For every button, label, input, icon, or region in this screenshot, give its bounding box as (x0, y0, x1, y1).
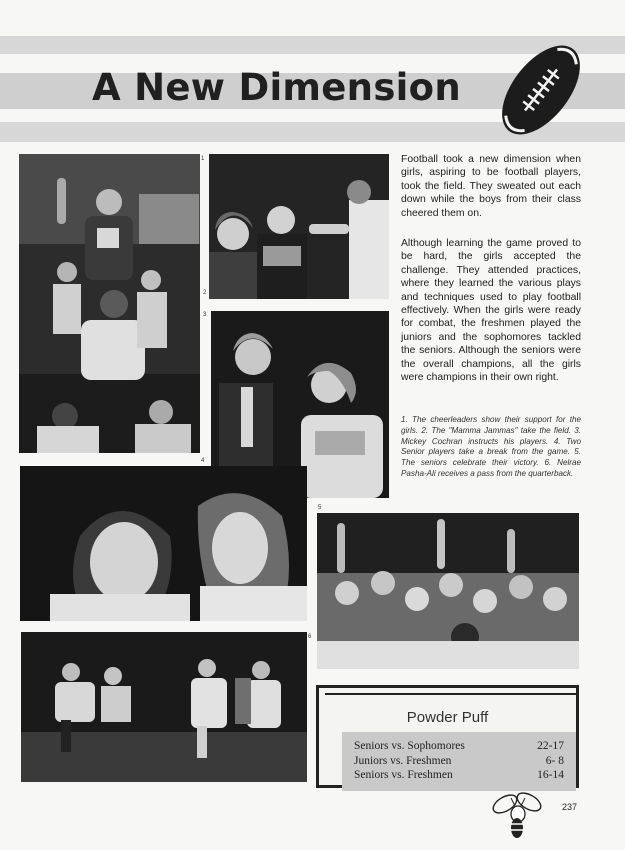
photo-captions: 1. The cheerleaders show their support for the girls. 2. The "Mamma Jammas" take the field. 3. Mickey Cochran instructs his players. 4. Two Senior players take a break from the game. 5. The seniors celebrate their victory. 6. Nelrae Pasha-Ali receives a pass from the quarterback. (401, 415, 581, 478)
scoreboard-title: Powder Puff (406, 709, 489, 726)
photo-number-5: 5 (318, 505, 322, 511)
score-row (354, 739, 564, 754)
photo-senior-players (20, 466, 307, 621)
photo-mamma-jammas (209, 154, 389, 299)
photo-cheerleaders (19, 154, 200, 453)
score-matchup: Seniors vs. Freshmen (354, 769, 453, 781)
score-row (354, 768, 564, 783)
score-value: 22-17 (537, 740, 564, 752)
article-paragraph-1: Football took a new dimension when girls, aspiring to be football players, took the field. They sweated out each down while the boys from their class cheered them on. (401, 154, 581, 219)
photo-number-4: 4 (201, 458, 205, 464)
photo-number-2: 2 (203, 290, 207, 296)
score-matchup: Seniors vs. Sophomores (354, 740, 465, 752)
hornet-mascot-icon (489, 790, 547, 840)
scoreboard-box (316, 685, 579, 788)
photo-receives-pass (21, 632, 307, 782)
score-matchup: Juniors vs. Freshmen (354, 754, 452, 767)
photo-number-3: 3 (203, 312, 207, 318)
page-number: 237 (562, 802, 578, 812)
scoreboard-rule (325, 693, 576, 695)
photo-number-6: 6 (308, 634, 312, 640)
score-row (354, 754, 564, 769)
page-title: A New Dimension (92, 66, 461, 109)
photo-number-1: 1 (201, 156, 205, 162)
scoreboard-results (342, 732, 576, 791)
article-paragraph-2: Although learning the game proved to be hard, the girls accepted the challenge. They attended practices, where they learned the various plays and techniques used to play football effectively. When the girls were ready for combat, the freshmen played the juniors and the sophomores tackled the seniors. Although the seniors were the overall champions, all the girls were champions in their own right. (401, 238, 581, 384)
photo-seniors-celebrate (317, 513, 579, 669)
score-value: 16-14 (537, 769, 564, 781)
football-icon (493, 34, 589, 146)
score-value: 6- 8 (545, 754, 564, 767)
